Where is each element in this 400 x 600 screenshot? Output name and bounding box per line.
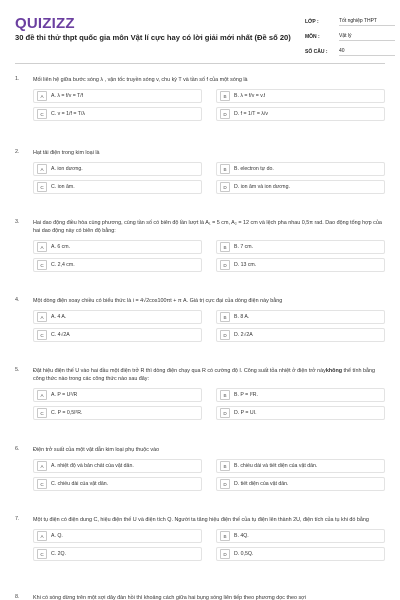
option-letter: A <box>37 164 47 174</box>
question-1 <box>15 76 385 121</box>
meta-row-class <box>305 14 395 29</box>
question-number: 2. <box>15 149 20 155</box>
option-text: D. 13 cm. <box>234 262 257 268</box>
option-text: A. λ = f/v = T/f <box>51 93 84 99</box>
option-text: C. ion âm. <box>51 184 75 190</box>
question-7 <box>15 516 385 561</box>
option-letter: C <box>37 330 47 340</box>
question-number: 7. <box>15 516 20 522</box>
option-letter: C <box>37 260 47 270</box>
option-text: B. 4Q. <box>234 533 249 539</box>
question-number: 4. <box>15 297 20 303</box>
option-d[interactable] <box>216 547 385 561</box>
option-c[interactable] <box>33 107 202 121</box>
option-c[interactable] <box>33 547 202 561</box>
question-text: Một dòng điện xoay chiều có biểu thức là i = 4√2cos100πt + π A. Giá trị cực đại của dòng điện này bằng <box>33 298 283 304</box>
option-b[interactable] <box>216 459 385 473</box>
meta-value-subject: Vật lý <box>339 33 395 41</box>
question-5 <box>15 367 385 420</box>
header-divider <box>15 63 385 64</box>
question-header <box>15 367 385 383</box>
question-header <box>15 297 385 305</box>
option-d[interactable] <box>216 258 385 272</box>
question-text-emphasis: không <box>325 368 343 374</box>
option-c[interactable] <box>33 477 202 491</box>
option-text: C. 2,4 cm. <box>51 262 75 268</box>
question-text: Một tụ điện có điện dung C, hiệu điện thế U và điện tích Q. Người ta tăng hiệu điện thế của tụ điện lên thành 2U, điện tích của tụ khi đó bằng <box>33 517 369 523</box>
option-text: B. 7 cm. <box>234 244 254 250</box>
question-header <box>15 219 385 235</box>
option-a[interactable] <box>33 459 202 473</box>
worksheet-meta <box>305 14 395 59</box>
question-number: 8. <box>15 594 20 600</box>
answer-options <box>33 459 385 491</box>
option-letter: D <box>220 479 230 489</box>
option-text: D. 2√2A <box>234 332 253 338</box>
meta-label: LỚP : <box>305 18 319 25</box>
answer-options <box>33 162 385 194</box>
option-text: D. 0,5Q. <box>234 551 254 557</box>
option-letter: A <box>37 242 47 252</box>
option-letter: D <box>220 109 230 119</box>
option-text: C. 2Q. <box>51 551 66 557</box>
question-header <box>15 149 385 157</box>
meta-value-question-count: 40 <box>339 48 395 56</box>
option-letter: B <box>220 164 230 174</box>
option-a[interactable] <box>33 310 202 324</box>
question-3 <box>15 219 385 272</box>
question-header <box>15 516 385 524</box>
option-letter: A <box>37 461 47 471</box>
option-a[interactable] <box>33 240 202 254</box>
option-letter: B <box>220 312 230 322</box>
option-c[interactable] <box>33 180 202 194</box>
question-header <box>15 76 385 84</box>
question-text: Khi có sóng dừng trên một sợi dây đàn hồi thì khoảng cách giữa hai bụng sóng liên tiếp theo phương dọc theo sợi <box>33 595 306 600</box>
option-text: A. 4 A. <box>51 314 67 320</box>
answer-options <box>33 240 385 272</box>
meta-row-subject <box>305 29 395 44</box>
option-d[interactable] <box>216 477 385 491</box>
option-c[interactable] <box>33 258 202 272</box>
question-text: Hai dao động điều hòa cùng phương, cùng tần số có biên độ lần lượt là A₁ = 5 cm, A₂ = 12 cm và lệch pha nhau 0,5π rad. Dao động tổng hợp của hai dao động này có biên độ bằng: <box>33 220 382 234</box>
option-text: D. tiết diện của vật dẫn. <box>234 481 289 487</box>
option-c[interactable] <box>33 406 202 420</box>
option-letter: B <box>220 531 230 541</box>
meta-value-class: Tốt nghiệp THPT <box>339 18 395 26</box>
option-letter: D <box>220 260 230 270</box>
option-d[interactable] <box>216 406 385 420</box>
question-text: Mối liên hệ giữa bước sóng λ , vận tốc truyền sóng v, chu kỳ T và tần số f của một sóng là <box>33 77 248 83</box>
option-text: B. λ = f/v = v.f <box>234 93 266 99</box>
option-letter: A <box>37 390 47 400</box>
option-letter: D <box>220 408 230 418</box>
option-text: D. ion âm và ion dương. <box>234 184 290 190</box>
option-letter: B <box>220 390 230 400</box>
question-number: 6. <box>15 446 20 452</box>
option-a[interactable] <box>33 388 202 402</box>
option-letter: A <box>37 312 47 322</box>
option-letter: A <box>37 531 47 541</box>
option-a[interactable] <box>33 89 202 103</box>
answer-options <box>33 89 385 121</box>
worksheet-header <box>0 0 400 64</box>
option-text: A. 6 cm. <box>51 244 71 250</box>
meta-row-question-count <box>305 44 395 59</box>
option-letter: A <box>37 91 47 101</box>
option-letter: B <box>220 91 230 101</box>
option-text: A. Q. <box>51 533 63 539</box>
option-b[interactable] <box>216 240 385 254</box>
option-text: C. v = 1/f = T/λ <box>51 111 85 117</box>
option-letter: C <box>37 109 47 119</box>
question-number: 3. <box>15 219 20 225</box>
option-d[interactable] <box>216 180 385 194</box>
option-letter: C <box>37 182 47 192</box>
option-text: C. 4√2A <box>51 332 70 338</box>
option-text: C. P = 0,5I²R. <box>51 410 83 416</box>
question-number: 1. <box>15 76 20 82</box>
question-text-part: thể tính bằng công thức nào trong các công thức nào sau đây: <box>33 368 376 382</box>
option-letter: C <box>37 408 47 418</box>
question-header <box>15 594 385 600</box>
option-d[interactable] <box>216 328 385 342</box>
meta-label: MÔN : <box>305 33 320 40</box>
option-letter: B <box>220 242 230 252</box>
answer-options <box>33 310 385 342</box>
option-text: B. P = I²R. <box>234 392 258 398</box>
option-letter: D <box>220 549 230 559</box>
question-text: Điện trở suất của một vật dẫn kim loại phụ thuộc vào <box>33 447 160 453</box>
option-text: B. chiều dài và tiết diện của vật dẫn. <box>234 463 318 469</box>
option-d[interactable] <box>216 107 385 121</box>
question-4 <box>15 297 385 342</box>
page-title: 30 đề thi thử thpt quốc gia môn Vật lí cực hay có lời giải mới nhất (Đề số 20) <box>15 33 291 42</box>
question-text: Hạt tải điện trong kim loại là <box>33 150 100 156</box>
question-text-part: Đặt hiệu điện thế U vào hai đầu một điện trở R thì dòng điện chạy qua R có cường độ I. Công suất tỏa nhiệt ở điện trở này <box>33 368 326 374</box>
question-2 <box>15 149 385 194</box>
option-letter: D <box>220 182 230 192</box>
option-text: D. f = 1/T = λ/v <box>234 111 268 117</box>
option-b[interactable] <box>216 529 385 543</box>
option-b[interactable] <box>216 310 385 324</box>
option-b[interactable] <box>216 162 385 176</box>
option-a[interactable] <box>33 529 202 543</box>
option-b[interactable] <box>216 388 385 402</box>
option-c[interactable] <box>33 328 202 342</box>
quizizz-logo: QUIZIZZ <box>15 15 75 32</box>
question-header <box>15 446 385 454</box>
option-text: A. nhiệt độ và bản chất của vật dẫn. <box>51 463 134 469</box>
option-text: C. chiều dài của vật dẫn. <box>51 481 109 487</box>
option-b[interactable] <box>216 89 385 103</box>
question-text <box>33 367 385 383</box>
option-letter: B <box>220 461 230 471</box>
option-letter: D <box>220 330 230 340</box>
option-a[interactable] <box>33 162 202 176</box>
option-text: D. P = UI. <box>234 410 257 416</box>
meta-label: SỐ CÂU : <box>305 48 328 55</box>
option-letter: C <box>37 479 47 489</box>
question-number: 5. <box>15 367 20 373</box>
option-text: A. ion dương. <box>51 166 83 172</box>
option-letter: C <box>37 549 47 559</box>
answer-options <box>33 529 385 561</box>
option-text: B. electron tự do. <box>234 166 274 172</box>
option-text: A. P = U²/R <box>51 392 78 398</box>
question-8 <box>15 594 385 600</box>
option-text: B. 8 A. <box>234 314 250 320</box>
answer-options <box>33 388 385 420</box>
question-6 <box>15 446 385 491</box>
